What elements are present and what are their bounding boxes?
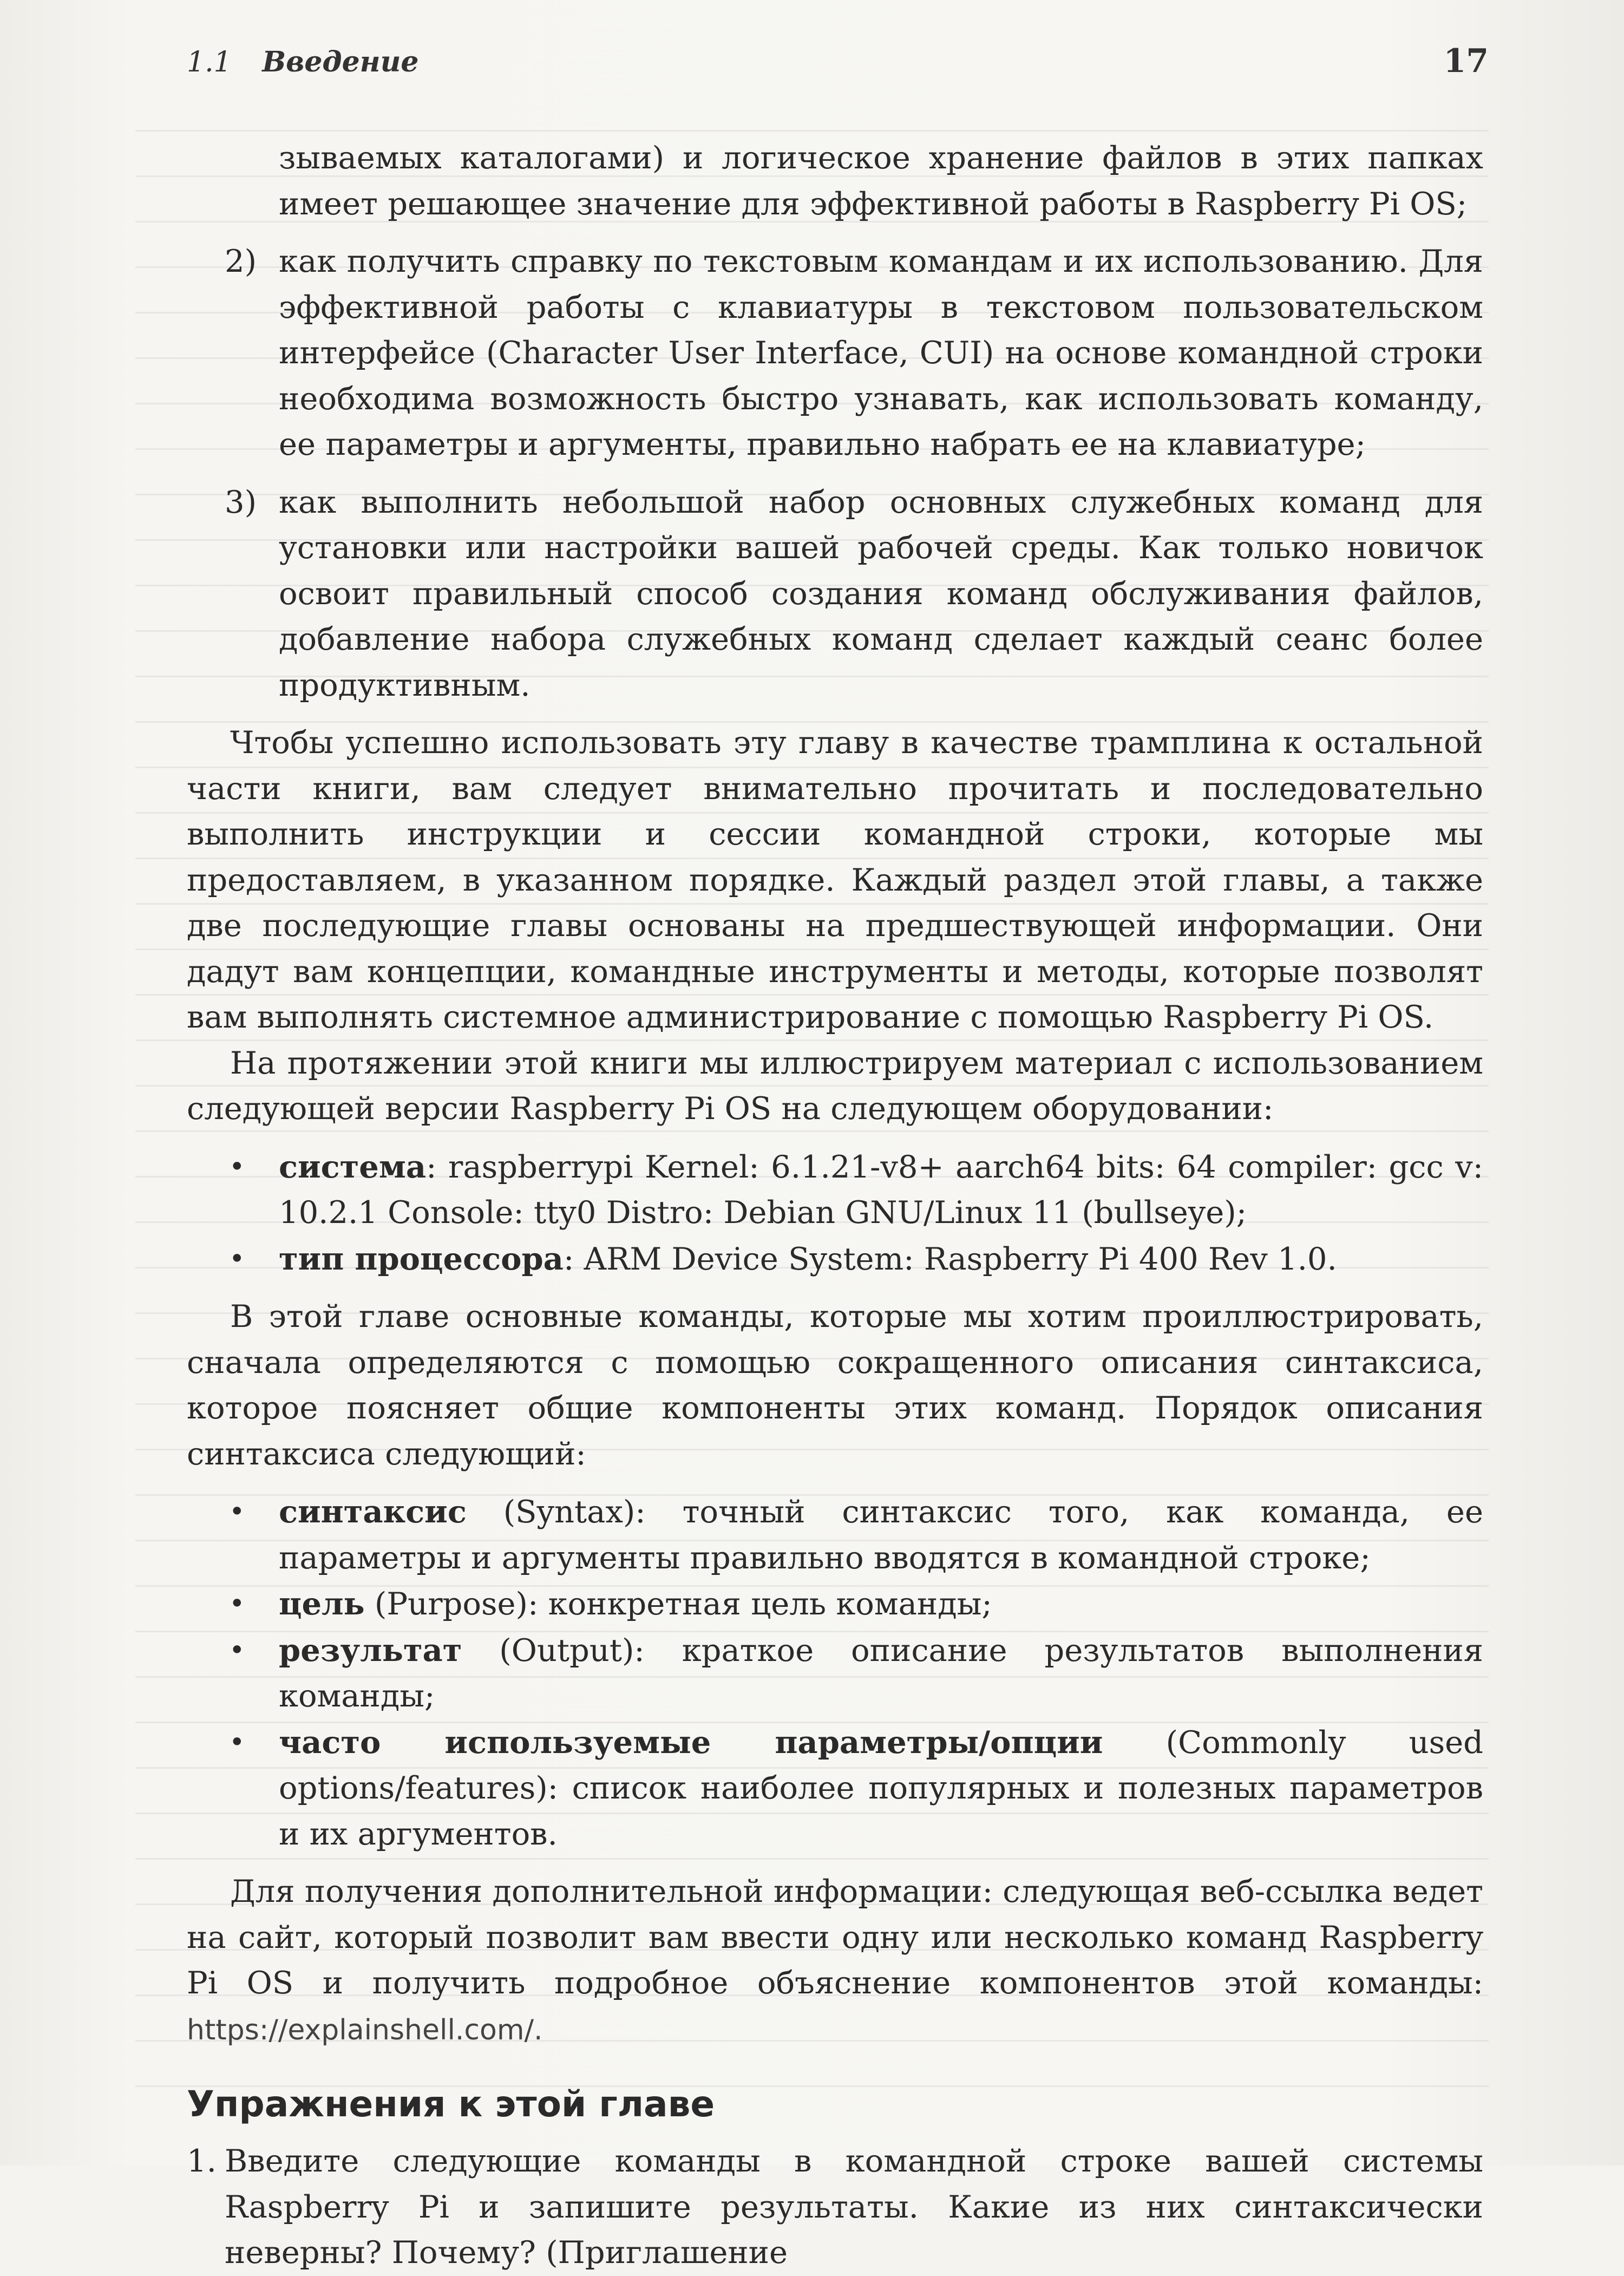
paragraph: На протяжении этой книги мы иллюстрируем материал с использованием следующей версии Raspberry Pi OS на следующем оборудовании:	[187, 1044, 1483, 1127]
exercises-heading: Упражнения к этой главе	[187, 2083, 715, 2125]
list-item-text: как получить справку по текстовым командам и их использованию. Для эффективной работы с клавиатуры в текстовом пользовательском интерфейсе (Character User Interface, CUI) на основе командной строки необходима возможность быстро узнавать, как использовать команду, ее параметры и аргументы, правильно набрать ее на клавиатуре;	[279, 243, 1483, 462]
explainshell-link[interactable]: https://explainshell.com/.	[187, 2013, 543, 2046]
list-item-text: зываемых каталогами) и логическое хранение файлов в этих папках имеет решающее значение для эффективной работы в Raspberry Pi OS;	[279, 140, 1483, 222]
bullet-icon: •	[229, 1634, 245, 1666]
bullet-item	[187, 1627, 1483, 1719]
list-item	[187, 480, 1483, 709]
page-body	[187, 135, 1483, 2276]
syntax-list	[187, 1489, 1483, 1857]
section-number: 1.1	[187, 46, 232, 79]
bullet-text: (Output): краткое описание результатов выполнения команды;	[279, 1632, 1483, 1714]
bullet-term: тип процессора	[279, 1240, 564, 1277]
numbered-list	[187, 135, 1483, 708]
running-header	[187, 42, 1489, 89]
section-title: Введение	[262, 45, 419, 79]
paragraph	[187, 1869, 1483, 2053]
bullet-term: синтаксис	[279, 1493, 467, 1530]
bullet-icon: •	[229, 1588, 245, 1619]
bullet-item	[187, 1236, 1483, 1283]
bullet-item	[187, 1581, 1483, 1627]
bullet-term: цель	[279, 1585, 365, 1622]
exercise-item	[187, 2138, 1483, 2276]
page-number: 17	[1443, 42, 1489, 80]
paragraph-text: Для получения дополнительной информации: следующая веб-ссылка ведет на сайт, который позволит вам ввести одну или несколько команд Raspberry Pi OS и получить подробное объяснение компонентов этой команды:	[187, 1873, 1483, 2001]
exercise-text: Введите следующие команды в командной строке вашей системы Raspberry Pi и запишите результаты. Какие из них синтаксически неверны? Почему? (Приглашение	[225, 2143, 1483, 2271]
list-item-continuation	[187, 135, 1483, 227]
paragraph: В этой главе основные команды, которые мы хотим проиллюстрировать, сначала определяются с помощью сокращенного описания синтаксиса, которое поясняет общие компоненты этих команд. Порядок описания синтаксиса следующий:	[187, 1298, 1483, 1472]
list-item	[187, 239, 1483, 468]
bullet-icon: •	[229, 1242, 245, 1274]
list-item-text: как выполнить небольшой набор основных служебных команд для установки или настройки вашей рабочей среды. Как только новичок освоит правильный способ создания команд обслуживания файлов, добавление набора служебных команд сделает каждый сеанс более продуктивным.	[279, 483, 1483, 703]
bullet-text: : raspberrypi Kernel: 6.1.21-v8+ aarch64 bits: 64 compiler: gcc v: 10.2.1 Console: tty0 Distro: Debian GNU/Linux 11 (bullseye);	[279, 1148, 1483, 1231]
system-list	[187, 1144, 1483, 1283]
bullet-icon: •	[229, 1496, 245, 1527]
list-item-number: 2)	[225, 243, 257, 279]
section-label	[187, 45, 418, 79]
bullet-icon: •	[229, 1726, 245, 1758]
bullet-text: : ARM Device System: Raspberry Pi 400 Rev 1.0.	[563, 1240, 1337, 1277]
bullet-text: (Commonly used options/features): список наиболее популярных и полезных параметров и их аргументов.	[279, 1724, 1483, 1852]
bullet-item	[187, 1719, 1483, 1858]
bullet-item	[187, 1489, 1483, 1581]
bullet-icon: •	[229, 1150, 245, 1182]
bullet-term: система	[279, 1148, 427, 1185]
bullet-item	[187, 1144, 1483, 1236]
list-item-number: 3)	[225, 483, 257, 520]
paragraph: Чтобы успешно использовать эту главу в качестве трамплина к остальной части книги, вам следует внимательно прочитать и последовательно выполнить инструкции и сессии командной строки, которые мы предоставляем, в указанном порядке. Каждый раздел этой главы, а также две последующие главы основаны на предшествующей информации. Они дадут вам концепции, командные инструменты и методы, которые позволят вам выполнять системное администрирование с помощью Raspberry Pi OS.	[187, 724, 1483, 1035]
bullet-text: (Syntax): точный синтаксис того, как команда, ее параметры и аргументы правильно вводятся в командной строке;	[279, 1494, 1483, 1576]
bullet-term: результат	[279, 1631, 462, 1669]
bullet-term: часто используемые параметры/опции	[279, 1723, 1103, 1761]
bullet-text: (Purpose): конкретная цель команды;	[364, 1586, 992, 1622]
exercise-number: 1.	[187, 2143, 217, 2179]
